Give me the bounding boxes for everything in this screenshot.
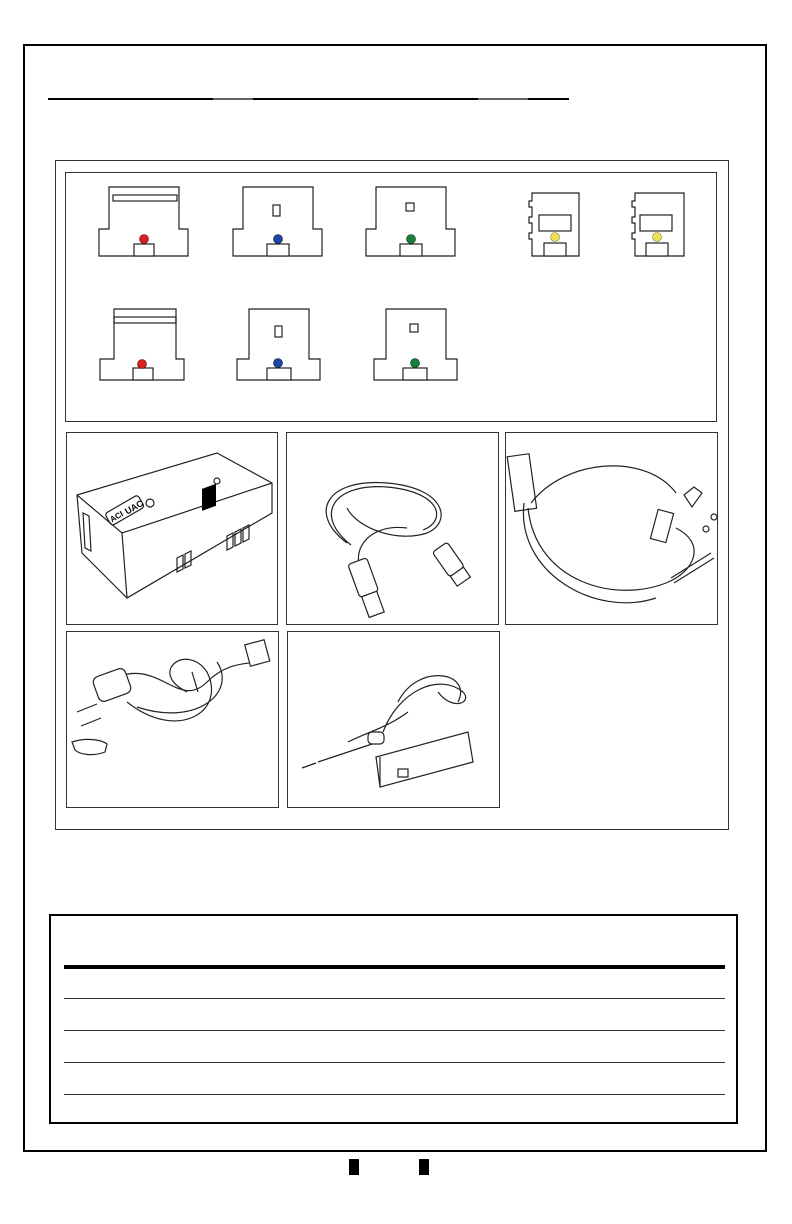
power-adapter-image (287, 631, 500, 808)
adapter-panel (65, 172, 717, 422)
adapter-yellow-small-2 (632, 193, 684, 256)
adapter-blue-bottom (237, 309, 320, 380)
led-blue (274, 359, 283, 368)
adapter-drawings (66, 173, 718, 423)
footer-mark-left (349, 1159, 359, 1175)
adapter-yellow-small-1 (529, 193, 579, 256)
adapter-green-bottom (374, 309, 457, 380)
title-underline (48, 98, 569, 100)
adapter-green-top (366, 187, 455, 256)
led-red (140, 235, 149, 244)
power-cord-image (66, 631, 279, 808)
led-green (407, 235, 416, 244)
table-header-rule (64, 965, 725, 969)
adapter-red-bottom (100, 309, 184, 380)
uac-unit-image (66, 432, 278, 625)
footer-mark-right (419, 1159, 429, 1175)
adapter-blue-top (233, 187, 322, 256)
serial-cable-image (505, 432, 718, 625)
usb-cable-image (286, 432, 499, 625)
table-row-rule (64, 1030, 725, 1031)
uac-port (202, 484, 216, 511)
table-row-rule (64, 1062, 725, 1063)
adapter-red-top (99, 187, 188, 256)
led-yellow (653, 233, 662, 242)
led-green (411, 359, 420, 368)
uac-logo-text: UAC (123, 498, 146, 517)
led-blue (274, 235, 283, 244)
parts-table (49, 914, 738, 1124)
uac-brand-text: ACI (108, 509, 125, 525)
table-row-rule (64, 998, 725, 999)
led-yellow (551, 233, 560, 242)
title-underline-segment (213, 98, 253, 100)
table-row-rule (64, 1094, 725, 1095)
title-underline-segment (478, 98, 528, 100)
led-red (138, 360, 147, 369)
